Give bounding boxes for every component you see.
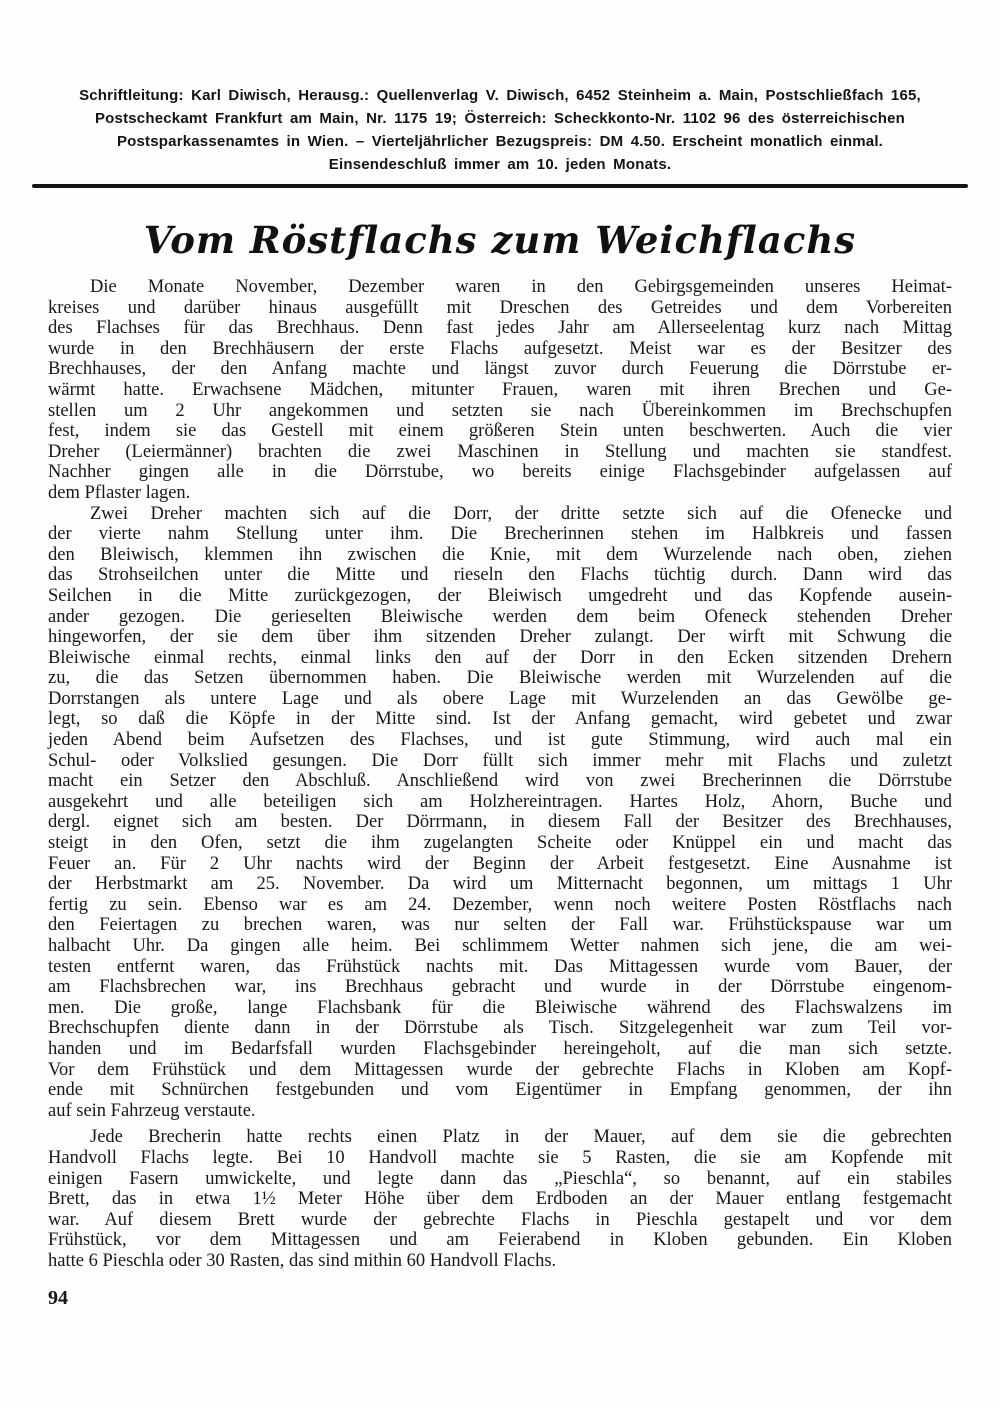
text-line: dergl. eignet sich am besten. Der Dörrmann, in diesem Fall der Besitzer des Brechhauses, [48,812,952,833]
text-line: hingeworfen, der sie dem über ihm sitzenden Dreher zulangt. Der wirft mit Schwung die [48,627,952,648]
text-line: Zwei Dreher machten sich auf die Dorr, der dritte setzte sich auf die Ofenecke und [90,503,952,524]
text-line: der vierte nahm Stellung unter ihm. Die Brecherinnen stehen im Halbkreis und fassen [48,524,952,545]
article-paragraph [48,277,952,504]
article-paragraph [48,504,952,1122]
masthead-line: Einsendeschluß immer am 10. jeden Monats. [328,156,672,173]
text-line: fertig zu sein. Ebenso war es am 24. Dezember, wenn noch weitere Posten Röstflachs nach [48,894,952,915]
text-line: zu, die das Setzen übernommen haben. Die Bleiwische werden mit Wurzelenden auf die [48,668,952,689]
text-line: hatte 6 Pieschla oder 30 Rasten, das sind mithin 60 Handvoll Flachs. [48,1250,557,1271]
text-line: wärmt hatte. Erwachsene Mädchen, mitunter Frauen, waren mit ihren Brechen und Ge- [48,379,952,400]
text-line: stellen um 2 Uhr angekommen und setzten sie nach Übereinkommen im Brechschupfen [48,400,952,421]
text-line: das Strohseilchen unter die Mitte und rieseln den Flachs tüchtig durch. Dann wird das [48,565,952,586]
text-line: halbacht Uhr. Da gingen alle heim. Bei schlimmem Wetter nahmen sich jene, die am wei- [48,936,952,956]
text-line: war. Auf diesem Brett wurde der gebrechte Flachs in Pieschla gestapelt und vor dem [48,1209,952,1230]
text-line: legt, so daß die Köpfe in der Mitte sind. Ist der Anfang gemacht, wird gebetet und zwar [48,709,952,730]
text-line: jeden Abend beim Aufsetzen des Flachses, und ist gute Stimmung, wird auch mal ein [48,730,952,751]
article-title: Vom Röstflachs zum Weichflachs [143,218,857,262]
text-line: Brechschupfen diente dann in der Dörrstube als Tisch. Sitzgelegenheit war zum Teil vor- [48,1018,952,1039]
text-line: dem Pflaster lagen. [48,482,191,503]
text-line: Schul- oder Volkslied gesungen. Die Dorr füllt sich immer mehr mit Flachs und zuletzt [48,750,952,771]
text-line: ander gezogen. Die gerieselten Bleiwische werden dem beim Ofeneck stehenden Dreher [48,606,952,627]
text-line: Dorrstangen als untere Lage und als obere Lage mit Wurzelenden an das Gewölbe ge- [48,688,952,709]
text-line: testen entfernt waren, das Frühstück nachts mit. Das Mittagessen wurde vom Bauer, der [48,956,952,977]
text-line: Frühstück, vor dem Mittagessen und am Feierabend in Kloben gebunden. Ein Kloben [48,1230,952,1251]
text-line: Die Monate November, Dezember waren in den Gebirgsgemeinden unseres Heimat- [90,277,952,297]
text-line: wurde in den Brechhäusern der erste Flachs aufgesetzt. Meist war es der Besitzer des [48,338,952,359]
text-line: steigt in den Ofen, setzt die ihm zugelangten Scheite oder Knüppel ein und macht das [48,833,952,854]
text-line: Brett, das in etwa 1½ Meter Höhe über dem Erdboden an der Mauer entlang festgemacht [48,1189,952,1210]
page-number: 94 [48,1286,68,1309]
text-line: den Feiertagen zu brechen waren, was nur selten der Fall war. Frühstückspause war um [48,915,952,936]
text-line: kreises und darüber hinaus ausgefüllt mit Dreschen des Getreides und dem Vorbereiten [48,297,952,318]
text-line: auf sein Fahrzeug verstaute. [48,1100,256,1121]
masthead-imprint [48,84,952,176]
text-line: des Flachses für das Brechhaus. Denn fast jedes Jahr am Allerseelentag kurz nach Mittag [48,318,952,339]
text-line: Handvoll Flachs legte. Bei 10 Handvoll machte sie 5 Rasten, die sie am Kopfende mit [48,1147,952,1168]
text-line: Jede Brecherin hatte rechts einen Platz in der Mauer, auf dem sie die gebrechten [90,1127,952,1148]
divider-rule [32,184,968,188]
masthead-line: Postsparkassenamtes in Wien. – Vierteljährlicher Bezugspreis: DM 4.50. Erscheint monatlich einmal. [116,133,884,150]
masthead-line: Postscheckamt Frankfurt am Main, Nr. 1175 19; Österreich: Scheckkonto-Nr. 1102 96 des österreichischen [94,110,906,127]
text-line: Dreher (Leiermänner) brachten die zwei Maschinen in Stellung und machten sie standfest. [48,441,952,462]
masthead-line: Schriftleitung: Karl Diwisch, Herausg.: Quellenverlag V. Diwisch, 6452 Steinheim a. Main, Postschließfach 165, [79,87,921,104]
text-line: einigen Fasern umwickelte, und legte dann das „Pieschla“, so benannt, auf ein stabiles [48,1168,952,1189]
text-line: handen und im Bedarfsfall wurden Flachsgebinder hereingeholt, auf die man sich setzte. [48,1038,952,1059]
text-line: Vor dem Frühstück und dem Mittagessen wurde der gebrechte Flachs in Kloben am Kopf- [48,1059,952,1080]
article-body [48,277,952,1272]
text-line: am Flachsbrechen war, ins Brechhaus gebracht und wurde in der Dörrstube eingenom- [48,977,952,998]
text-line: macht ein Setzer den Abschluß. Anschließend wird von zwei Brecherinnen die Dörrstube [48,771,952,792]
text-line: ausgekehrt und alle beteiligen sich am Holzhereintragen. Hartes Holz, Ahorn, Buche und [48,791,952,812]
text-line: Brechhauses, der den Anfang machte und längst zuvor durch Feuerung die Dörrstube er- [48,359,952,380]
text-line: der Herbstmarkt am 25. November. Da wird um Mitternacht begonnen, um mittags 1 Uhr [48,874,952,895]
text-line: Nachher gingen alle in die Dörrstube, wo bereits einige Flachsgebinder aufgelassen auf [48,462,952,483]
text-line: Seilchen in die Mitte zurückgezogen, der Bleiwisch umgedreht und das Kopfende ausein- [48,585,952,606]
text-line: men. Die große, lange Flachsbank für die Bleiwische während des Flachswalzens im [48,997,952,1018]
text-line: Bleiwische einmal rechts, einmal links den auf der Dorr in den Ecken sitzenden Drehern [48,647,952,668]
text-line: den Bleiwisch, klemmen ihn zwischen die Knie, mit dem Wurzelende nach oben, ziehen [48,544,952,565]
text-line: fest, indem sie das Gestell mit einem größeren Stein unten beschwerten. Auch die vier [48,421,952,442]
text-line: ende mit Schnürchen festgebunden und vom Eigentümer in Empfang genommen, der ihn [48,1080,952,1101]
text-line: Feuer an. Für 2 Uhr nachts wird der Beginn der Arbeit festgesetzt. Eine Ausnahme ist [48,853,952,874]
article-paragraph [48,1127,952,1271]
